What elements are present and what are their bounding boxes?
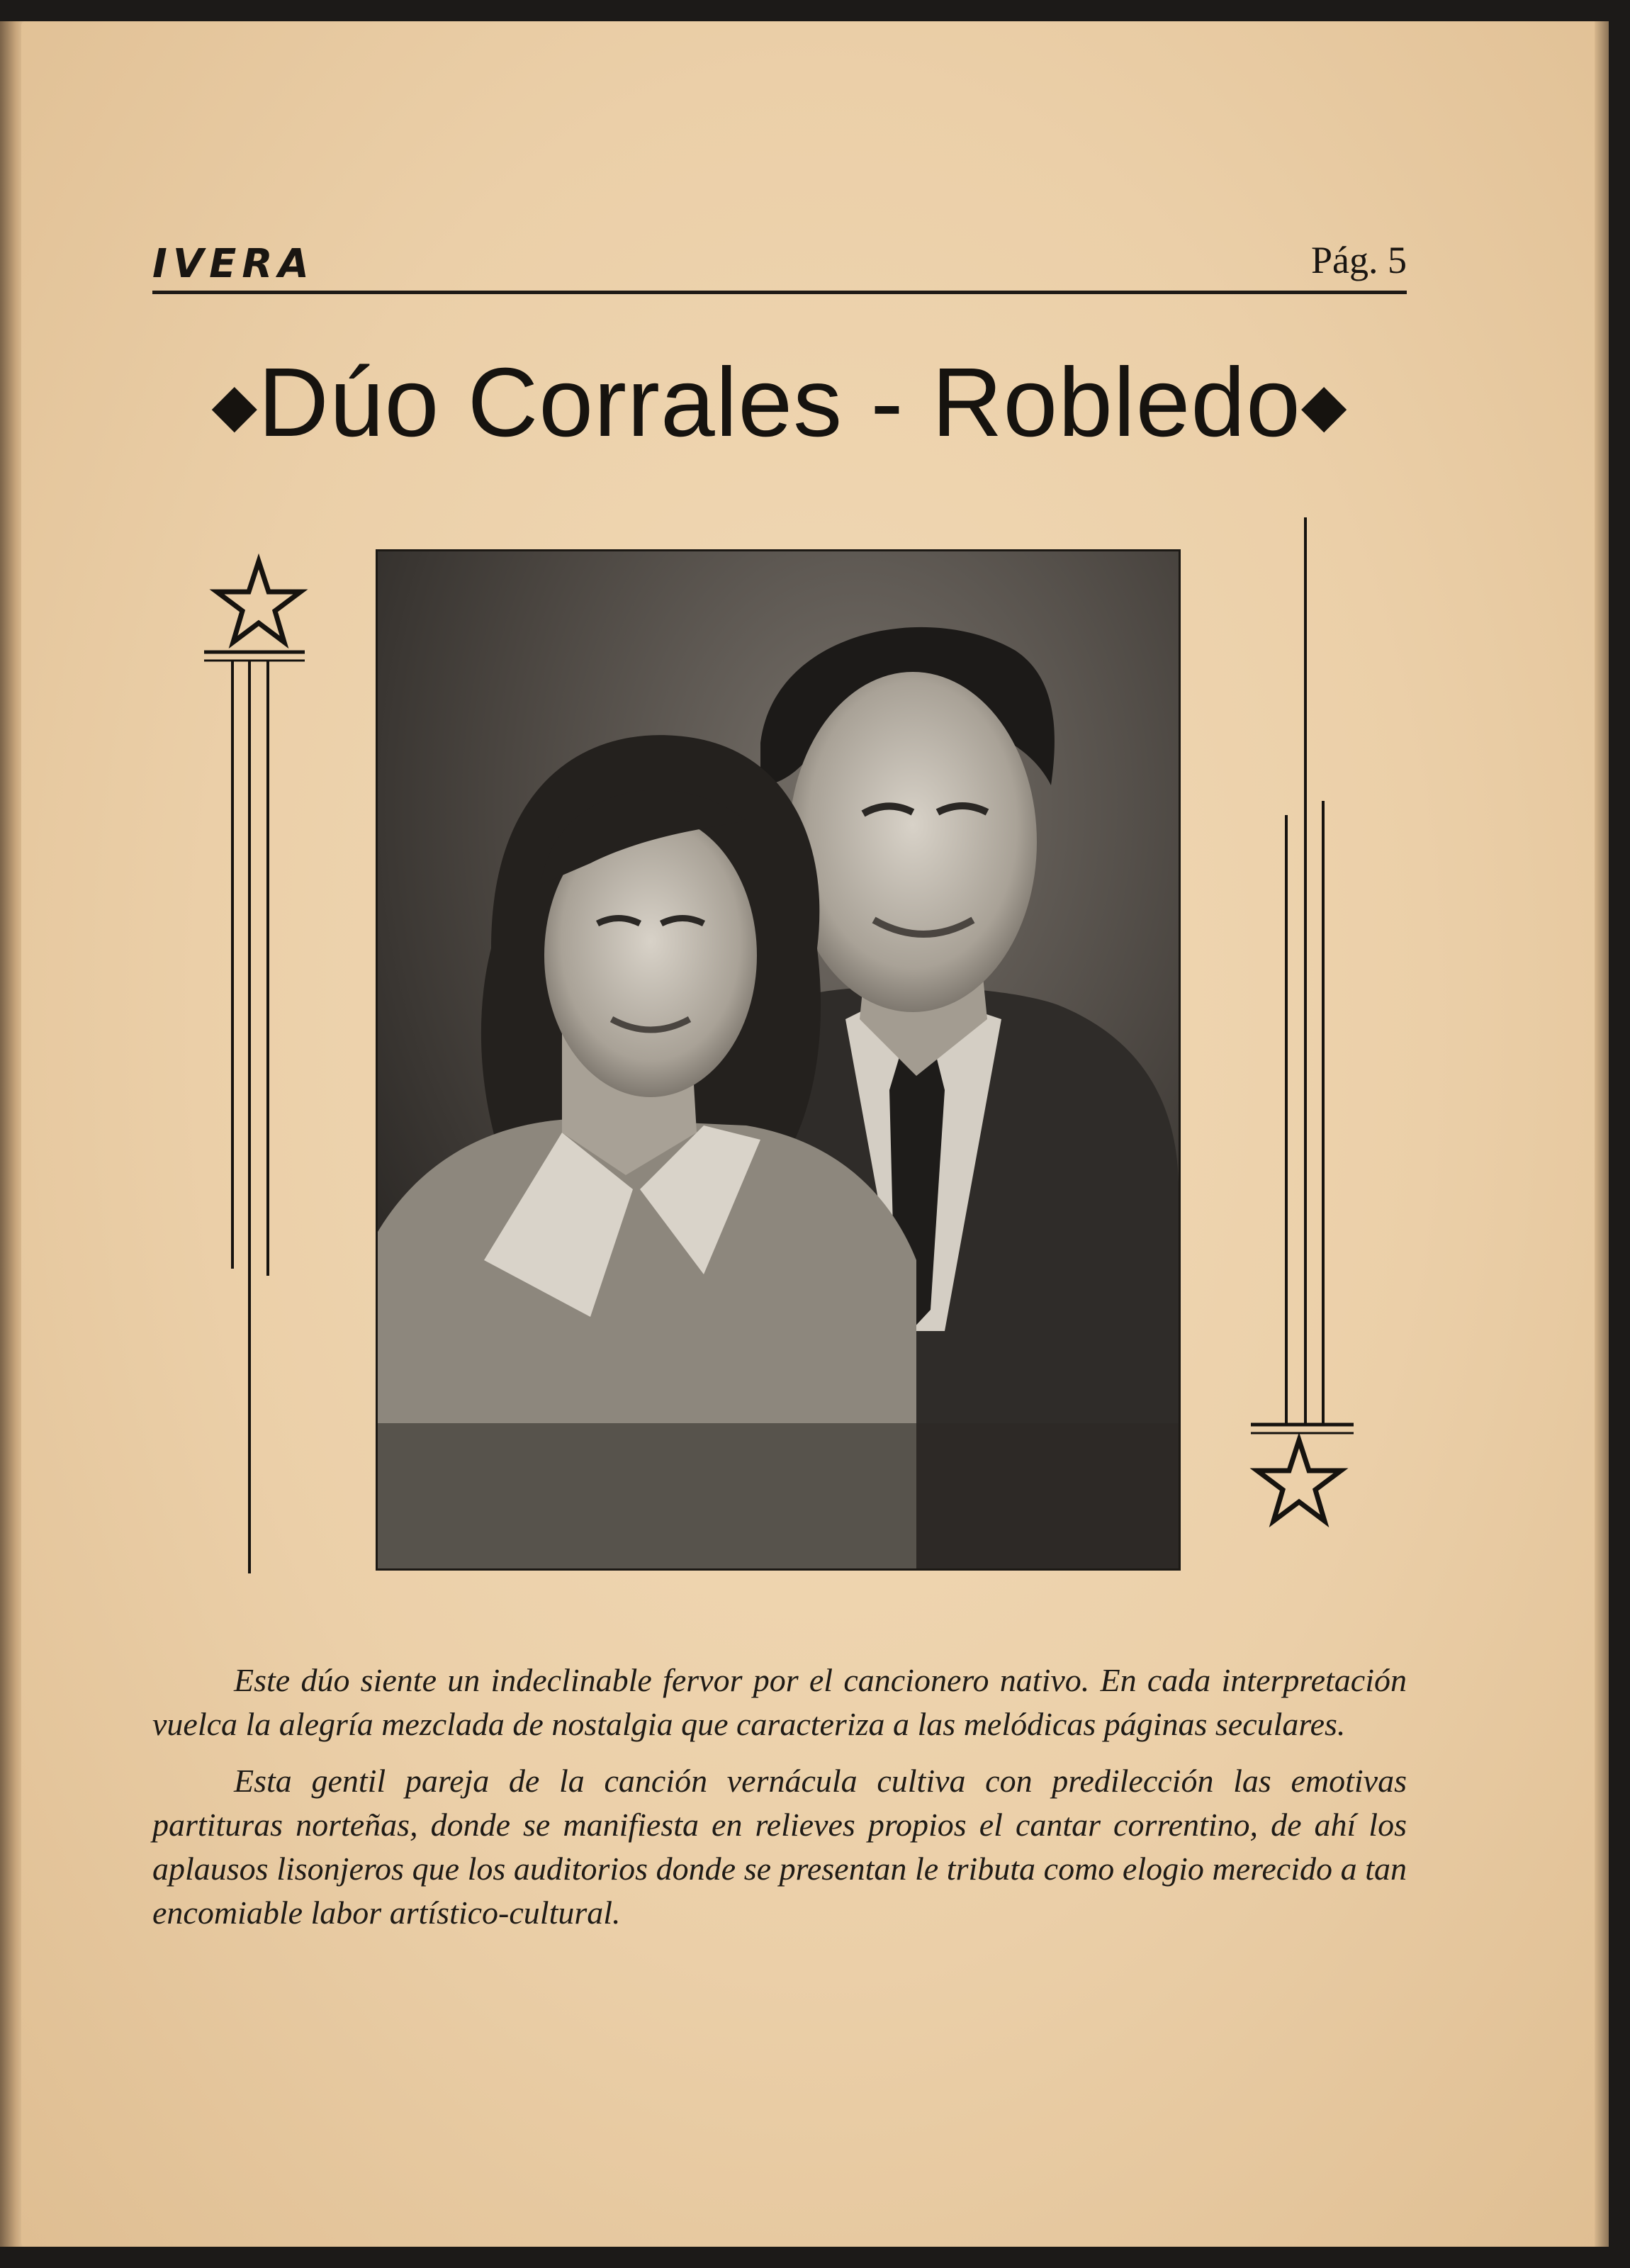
right-star-ornament (1237, 510, 1371, 1531)
page-header (152, 234, 1407, 294)
article-body (152, 1658, 1407, 1948)
duo-portrait-photo (376, 549, 1181, 1571)
star-outline-icon (1257, 1440, 1341, 1521)
page-number: Pág. 5 (1311, 239, 1407, 281)
diamond-icon: ◆ (211, 371, 259, 438)
article-title-row (152, 346, 1407, 459)
diamond-icon: ◆ (1300, 371, 1348, 438)
paragraph: Este dúo siente un indeclinable fervor por el cancionero nativo. En cada interpretación vuelca la alegría mezclada de nostalgia que caracteriza a las melódicas páginas seculares. (152, 1662, 1407, 1742)
paragraph: Esta gentil pareja de la canción vernácula cultiva con predilección las emotivas partituras norteñas, donde se manifiesta en relieves propios el cantar correntino, de ahí los aplausos lisonjeros que los auditorios donde se presentan le tributa como elogio merecido a tan encomiable labor artístico-cultural. (152, 1763, 1407, 1931)
star-outline-icon (217, 561, 300, 642)
left-star-ornament (191, 553, 333, 1573)
magazine-name: IVERA (152, 241, 315, 287)
page-edge (1595, 21, 1609, 2247)
article-title: Dúo Corrales - Robledo (258, 348, 1301, 457)
